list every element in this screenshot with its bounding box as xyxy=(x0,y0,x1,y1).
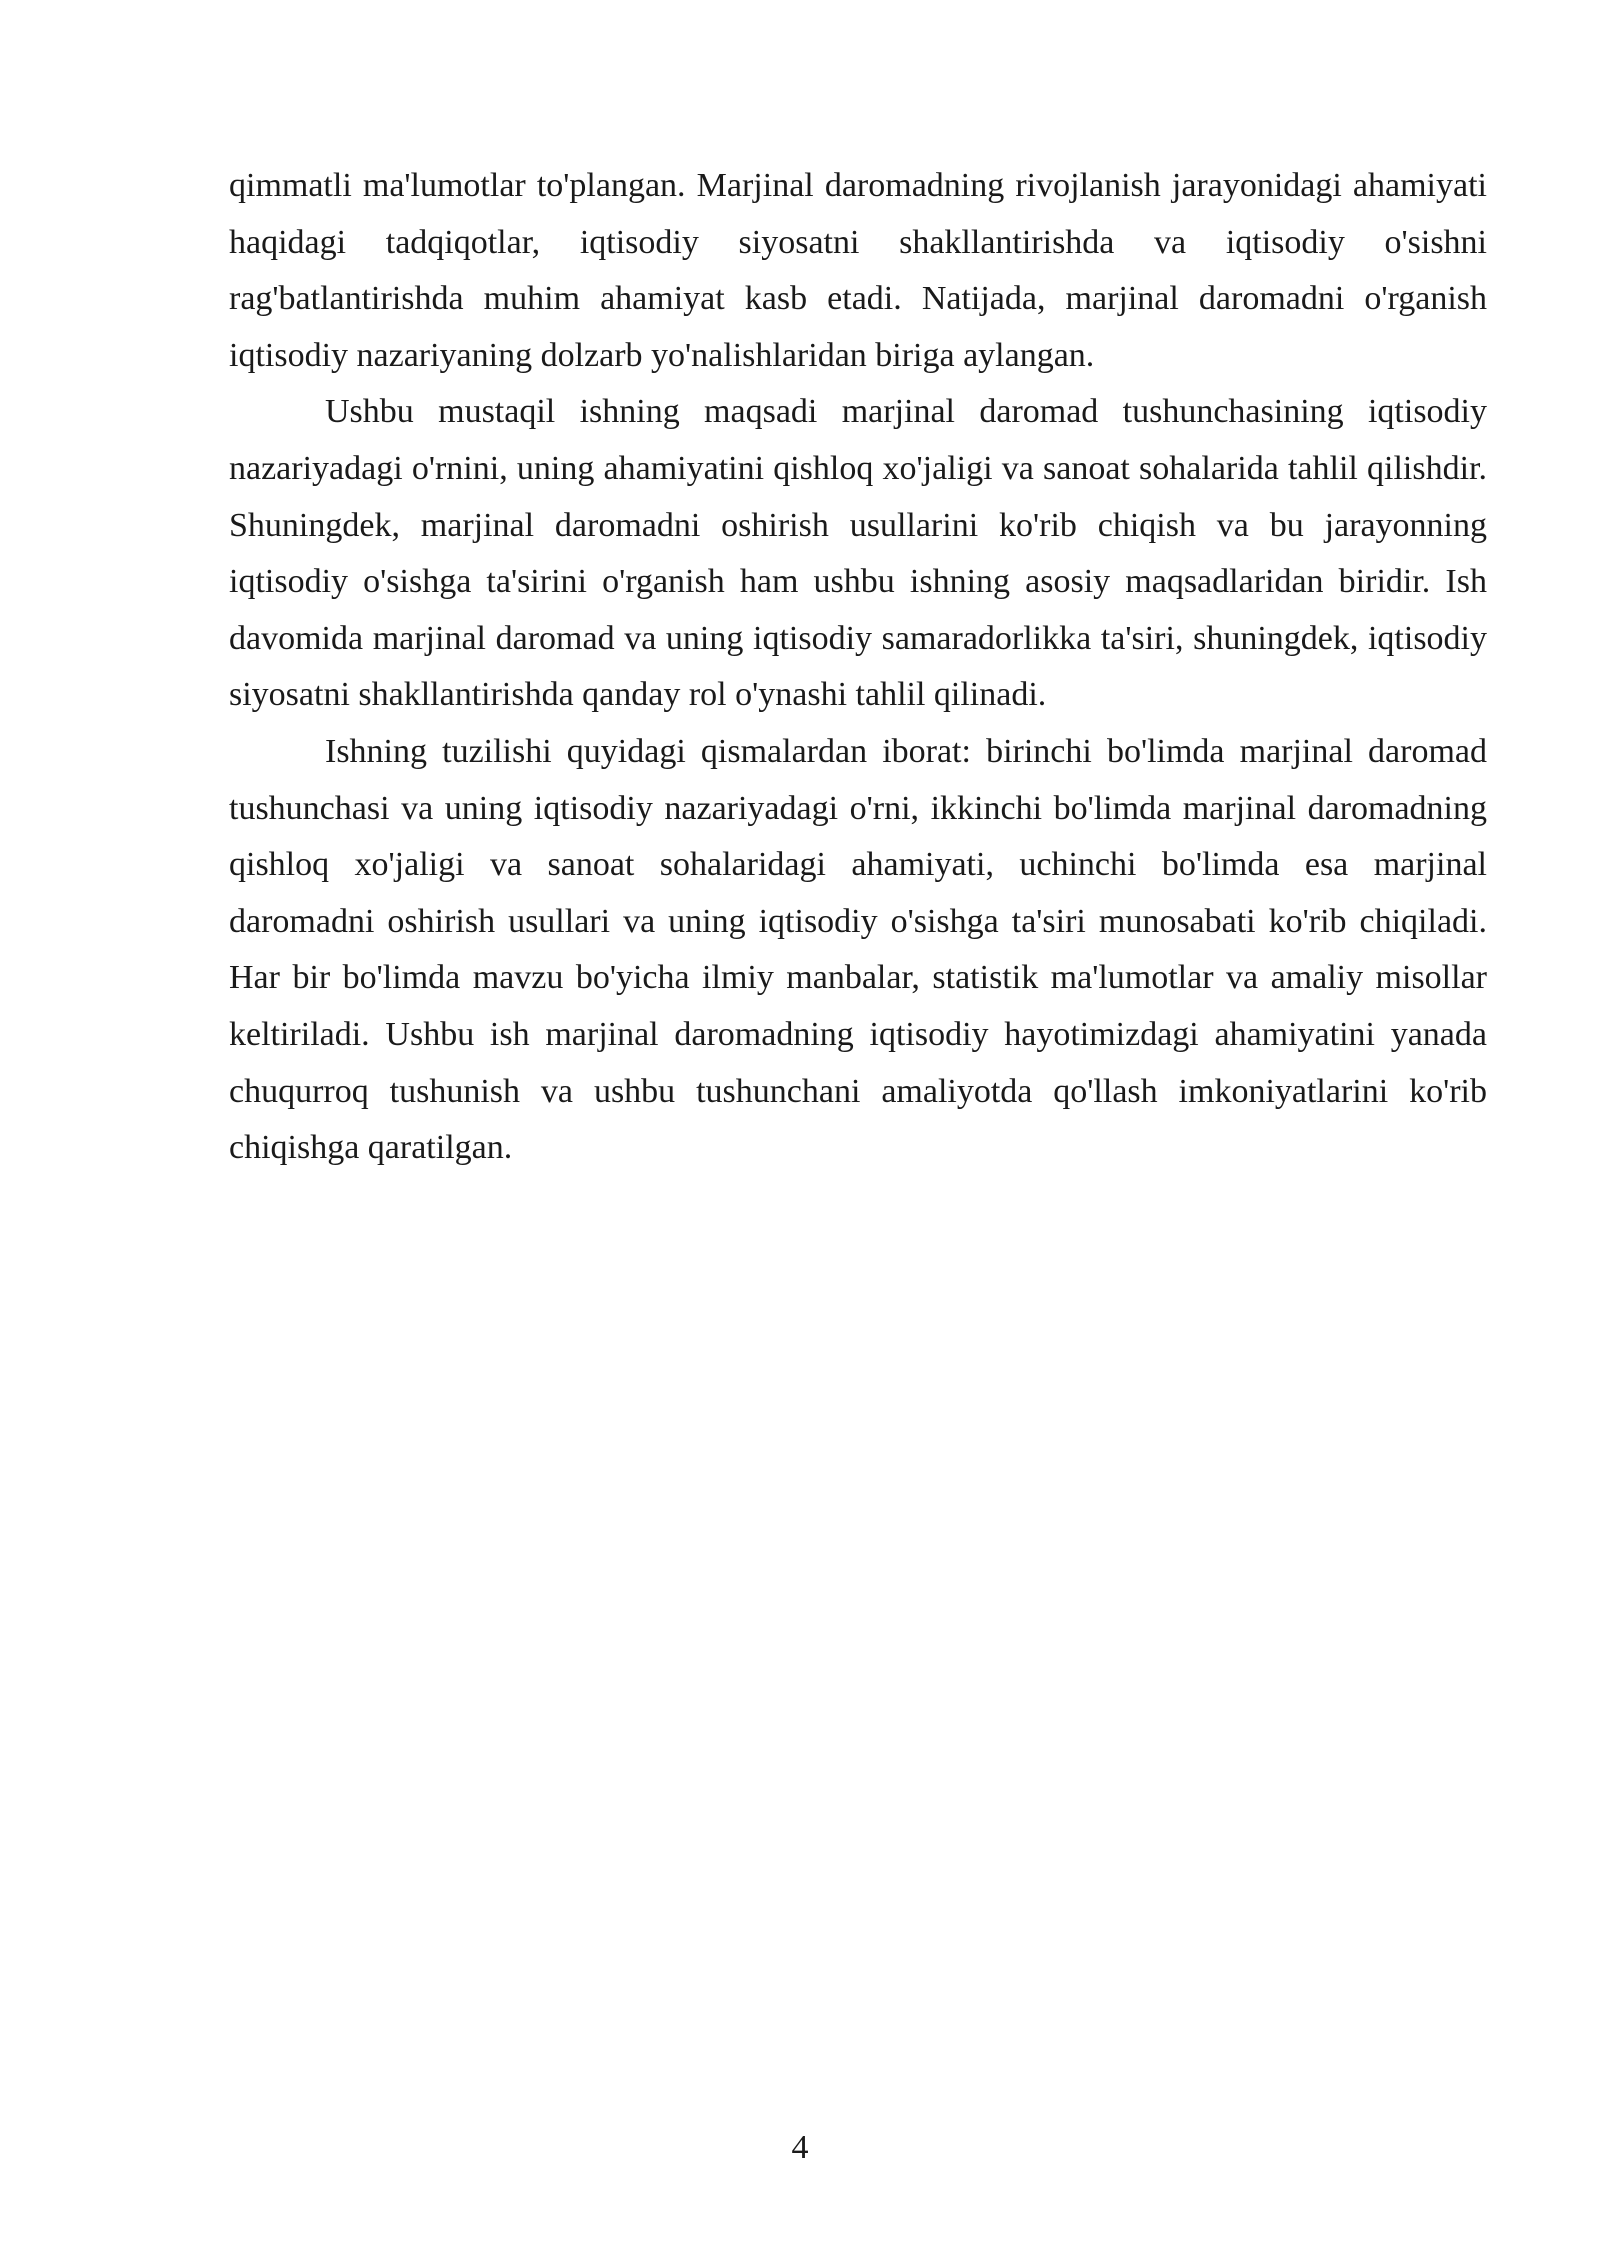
paragraph-structure: Ishning tuzilishi quyidagi qismalardan iborat: birinchi bo'limda marjinal daromad tushunchasi va uning iqtisodiy nazariyadagi o'rni, ikkinchi bo'limda marjinal daromadning qishloq xo'jaligi va sanoat sohalaridagi ahamiyati, uchinchi bo'limda esa marjinal daromadni oshirish usullari va uning iqtisodiy o'sishga ta'siri munosabati ko'rib chiqiladi. Har bir bo'limda mavzu bo'yicha ilmiy manbalar, statistik ma'lumotlar va amaliy misollar keltiriladi. Ushbu ish marjinal daromadning iqtisodiy hayotimizdagi ahamiyatini yanada chuqurroq tushunish va ushbu tushunchani amaliyotda qo'llash imkoniyatlarini ko'rib chiqishga qaratilgan. xyxy=(229,732,1487,1167)
document-body xyxy=(229,158,1487,1177)
page-number: 4 xyxy=(791,2129,809,2166)
paragraph-purpose: Ushbu mustaqil ishning maqsadi marjinal daromad tushunchasining iqtisodiy nazariyadagi o'rnini, uning ahamiyatini qishloq xo'jaligi va sanoat sohalarida tahlil qilishdir. Shuningdek, marjinal daromadni oshirish usullarini ko'rib chiqish va bu jarayonning iqtisodiy o'sishga ta'sirini o'rganish ham ushbu ishning asosiy maqsadlaridan biridir. Ish davomida marjinal daromad va uning iqtisodiy samaradorlikka ta'siri, shuningdek, iqtisodiy siyosatni shakllantirishda qanday rol o'ynashi tahlil qilinadi. xyxy=(229,393,1487,714)
paragraph-continuation: qimmatli ma'lumotlar to'plangan. Marjinal daromadning rivojlanish jarayonidagi ahamiyati haqidagi tadqiqotlar, iqtisodiy siyosatni shakllantirishda va iqtisodiy o'sishni rag'batlantirishda muhim ahamiyat kasb etadi. Natijada, marjinal daromadni o'rganish iqtisodiy nazariyaning dolzarb yo'nalishlaridan biriga aylangan. xyxy=(229,167,1487,374)
